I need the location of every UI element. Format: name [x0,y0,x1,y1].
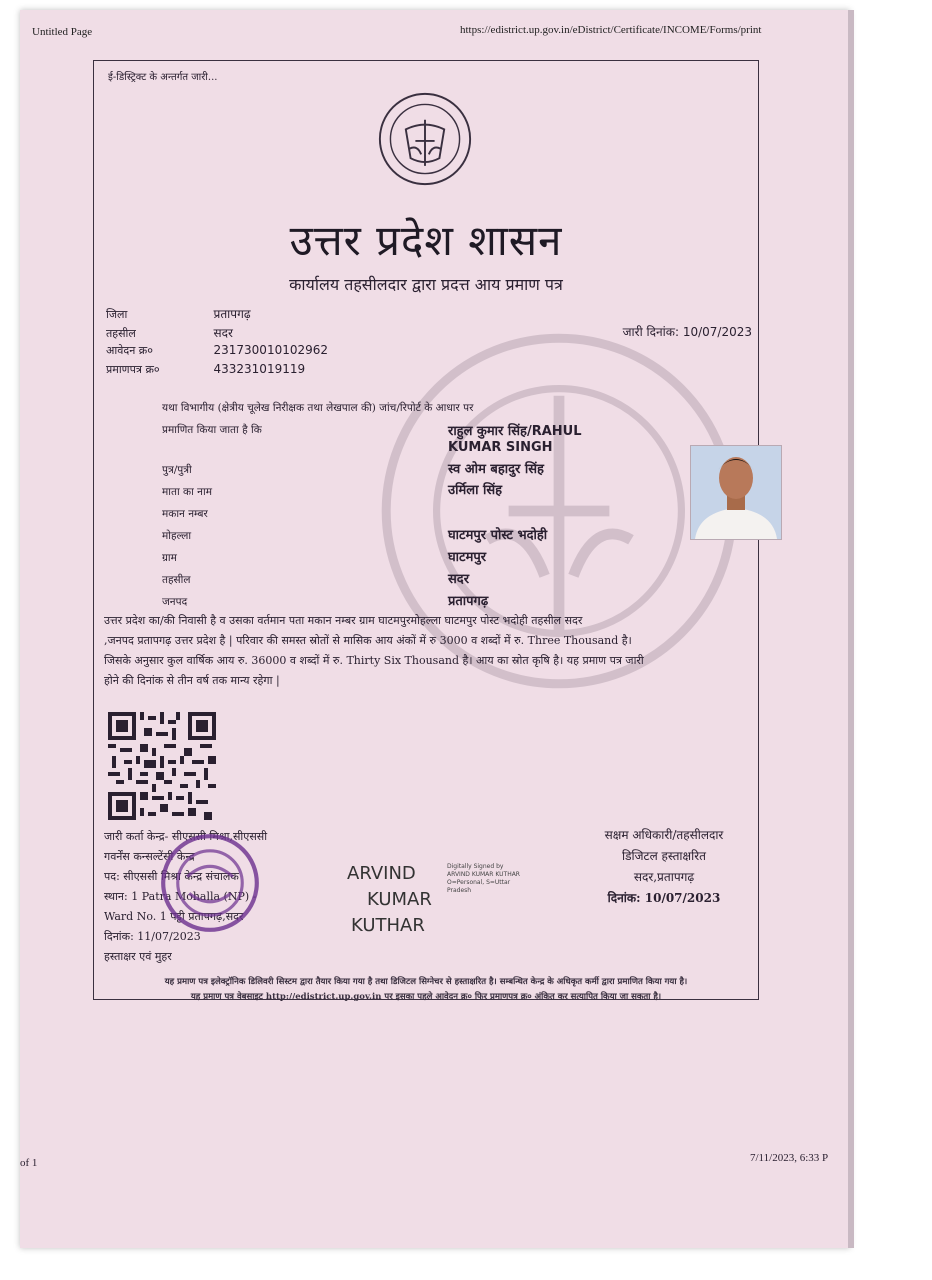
issuer-line-3: पद: सीएससी मिश्रा केन्द्र संचालक [104,870,239,883]
field-label-mother: माता का नाम [162,486,212,498]
up-emblem-icon [377,91,473,187]
person-photo-icon [691,446,781,539]
signature-line-1: ARVIND [347,863,416,884]
signature-line-2: KUMAR [367,889,432,910]
intro-line-2: प्रमाणित किया जाता है कि [162,424,262,436]
issuer-line-2: गवर्नेंस कन्सल्टेंसी केन्द्र [104,850,195,863]
field-value-tehsil: सदर [448,572,470,587]
competent-officer-block [574,825,754,909]
seal-stamp-icon [158,831,262,935]
field-value-district: प्रतापगढ़ [448,594,489,609]
certificate-subtitle: कार्यालय तहसीलदार द्वारा प्रदत्त आय प्रमाण पत्र [289,275,563,294]
digital-signature-name [347,861,432,939]
verification-note-2: यह प्रमाण पत्र वेबसाइट http://edistrict.up.gov.in पर इसका पहले आवेदन क्र० फिर प्रमाणपत्र क्र० अंकित कर सत्यापित किया जा सकता है। [190,992,662,1002]
field-value-village: घाटमपुर [448,550,487,565]
officer-signed: डिजिटल हस्ताक्षरित [622,849,706,863]
officer-title: सक्षम अधिकारी/तहसीलदार [604,828,724,842]
verification-note-1: यह प्रमाण पत्र इलेक्ट्रॉनिक डिलिवरी सिस्टम द्वारा तैयार किया गया है तथा डिजिटल सिग्नेचर से हस्ताक्षरित है। सम्बन्धित केन्द्र के अधिकृत कर्मी द्वारा प्रमाणित किया गया है। [164,977,688,987]
digital-signature-note: Digitally Signed by ARVIND KUMAR KUTHAR O=Personal, S=Uttar Pradesh [447,863,520,894]
field-value-mohalla: घाटमपुर पोस्ट भदोही [448,528,548,543]
issuer-line-6: दिनांक: 11/07/2023 [104,930,201,943]
certificate-frame [93,60,759,1000]
meta-tehsil: तहसील सदर [106,326,233,340]
holder-name-line-2: KUMAR SINGH [448,440,553,455]
field-label-parent: पुत्र/पुत्री [162,464,192,476]
verification-note [98,975,754,1005]
issuer-line-4: स्थान: 1 Patra Mohalla (NP) - [104,890,257,903]
page-count: of 1 [20,1157,38,1169]
applicant-photo [690,445,782,540]
print-timestamp: 7/11/2023, 6:33 P [750,1152,829,1164]
issuer-line-7: हस्ताक्षर एवं मुहर [104,950,172,963]
intro-line-1: यथा विभागीय (क्षेत्रीय चूलेख निरीक्षक तथा लेखपाल की) जांच/रिपोर्ट के आधार पर [162,402,474,414]
issued-under-text: ई-डिस्ट्रिक्ट के अन्तर्गत जारी... [108,72,218,83]
meta-district: जिला प्रतापगढ़ [106,307,251,321]
officer-location: सदर,प्रतापगढ़ [633,870,695,884]
field-label-house-no: मकान नम्बर [162,508,208,520]
certificate-body-text [104,611,754,691]
certificate-main-title: उत्तर प्रदेश शासन [289,216,563,265]
print-page-title: Untitled Page [32,26,93,38]
body-line-4: होने की दिनांक से तीन वर्ष तक मान्य रहेगा | [104,674,280,687]
body-line-3: जिसके अनुसार कुल वार्षिक आय रु. 36000 व शब्दों में रु. Thirty Six Thousand है। आय का स्रोत कृषि है। यह प्रमाण पत्र जारी [104,654,644,667]
issuer-line-5: Ward No. 1 पट्टी प्रतापगढ़,सदर [104,910,244,923]
field-value-parent: स्व ओम बहादुर सिंह [448,462,544,477]
page-edge-shadow [848,10,854,1248]
field-label-tehsil: तहसील [162,574,191,586]
field-label-mohalla: मोहल्ला [162,530,192,542]
body-line-2: ,जनपद प्रतापगढ़ उत्तर प्रदेश है | परिवार की समस्त स्रोतों से मासिक आय अंकों में रु 3000 व शब्दों में रु. Three Thousand है। [104,634,632,647]
print-url: https://edistrict.up.gov.in/eDistrict/Certificate/INCOME/Forms/print [460,24,762,36]
body-line-1: उत्तर प्रदेश का/की निवासी है व उसका वर्तमान पता मकान नम्बर ग्राम घाटमपुरमोहल्ला घाटमपुर पोस्ट भदोही तहसील सदर [104,614,583,627]
holder-name-line-1: राहुल कुमार सिंह/RAHUL [448,424,582,439]
meta-application-no: आवेदन क्र० 231730010102962 [106,343,329,357]
field-label-district: जनपद [162,596,188,608]
field-value-mother: उर्मिला सिंह [448,483,503,498]
issue-date: जारी दिनांक: 10/07/2023 [622,325,752,339]
issuer-line-1: जारी कर्ता केन्द्र- सीएससी मिश्रा,सीएससी [104,830,268,843]
signature-line-3: KUTHAR [351,915,425,936]
meta-certificate-no: प्रमाणपत्र क्र० 433231019119 [106,362,306,376]
field-label-village: ग्राम [162,552,177,564]
qr-code-icon [108,709,216,823]
officer-date: दिनांक: 10/07/2023 [607,891,721,905]
printed-page [20,10,850,1248]
